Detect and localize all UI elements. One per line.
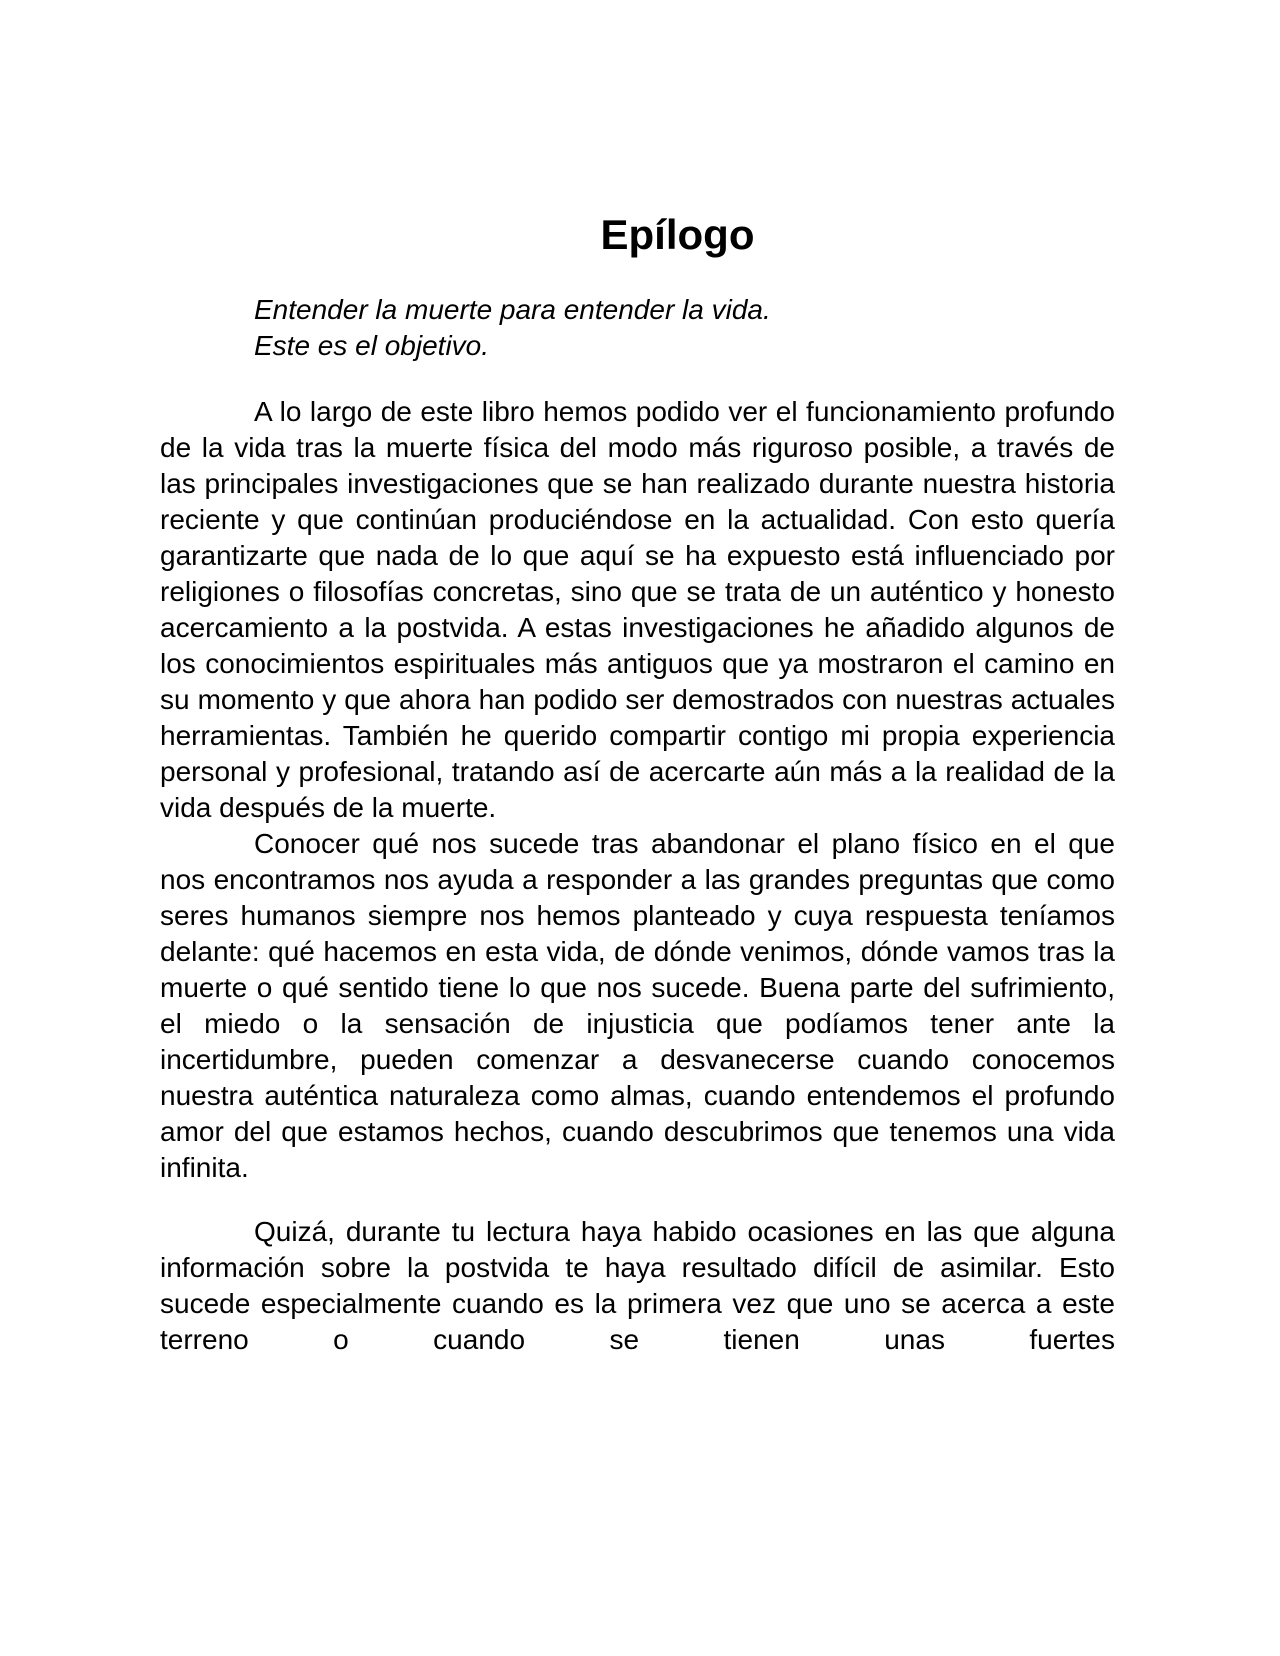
paragraph: Quizá, durante tu lectura haya habido ocasiones en las que alguna información sobre la postvida te haya resultado difícil de asimilar. Esto sucede especialmente cuando es la primera vez que uno se acerca a este terreno o cuando se tienen unas fuertes (160, 1216, 1115, 1355)
page-title: Epílogo (600, 211, 755, 258)
epigraph-line: Este es el objetivo. (254, 330, 490, 361)
document-page (160, 210, 1115, 1358)
epigraph (254, 292, 1115, 364)
paragraph: A lo largo de este libro hemos podido ver el funcionamiento profundo de la vida tras la muerte física del modo más riguroso posible, a través de las principales investigaciones que se han realizado durante nuestra historia reciente y que continúan produciéndose en la actualidad. Con esto quería garantizarte que nada de lo que aquí se ha expuesto está influenciado por religiones o filosofías concretas, sino que se trata de un auténtico y honesto acercamiento a la postvida. A estas investigaciones he añadido algunos de los conocimientos espirituales más antiguos que ya mostraron el camino en su momento y que ahora han podido ser demostrados con nuestras actuales herramientas. También he querido compartir contigo mi propia experiencia personal y profesional, tratando así de acercarte aún más a la realidad de la vida después de la muerte. (160, 396, 1115, 823)
epigraph-line: Entender la muerte para entender la vida. (254, 294, 771, 325)
paragraph: Conocer qué nos sucede tras abandonar el plano físico en el que nos encontramos nos ayuda a responder a las grandes preguntas que como seres humanos siempre nos hemos planteado y cuya respuesta teníamos delante: qué hacemos en esta vida, de dónde venimos, dónde vamos tras la muerte o qué sentido tiene lo que nos sucede. Buena parte del sufrimiento, el miedo o la sensación de injusticia que podíamos tener ante la incertidumbre, pueden comenzar a desvanecerse cuando conocemos nuestra auténtica naturaleza como almas, cuando entendemos el profundo amor del que estamos hechos, cuando descubrimos que tenemos una vida infinita. (160, 828, 1115, 1183)
